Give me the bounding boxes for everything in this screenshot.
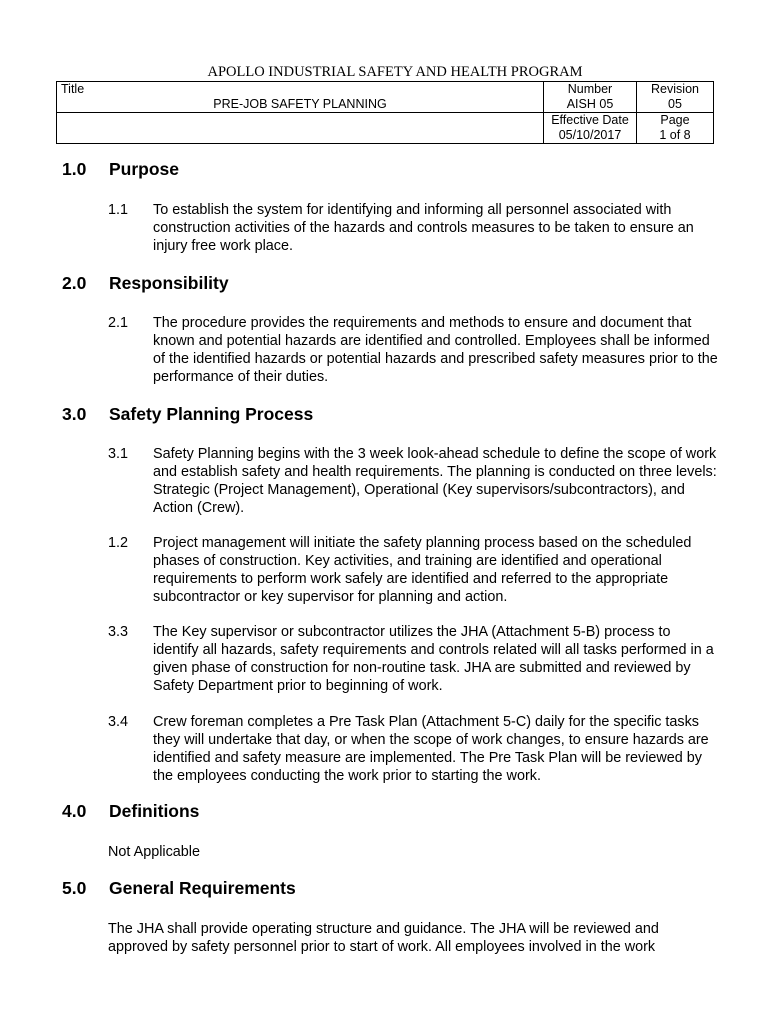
section-heading-purpose	[62, 159, 179, 180]
number-value: AISH 05	[566, 97, 614, 111]
section-number: 3.0	[62, 404, 87, 424]
item-2-1	[108, 314, 718, 386]
item-3-3	[108, 623, 718, 695]
effective-date-cell	[544, 113, 637, 144]
item-number: 3.3	[108, 624, 129, 640]
section-number: 1.0	[62, 159, 87, 179]
item-text: Project management will initiate the safety planning process based on the scheduled phases of construction. Key activities, and training are identified and operational requirements to perform work safely are identified and referred to the appropriate subcontractor or key supervisor for planning and action.	[153, 535, 692, 605]
section-number: 2.0	[62, 273, 87, 293]
section-title: General Requirements	[109, 878, 296, 898]
definitions-text: Not Applicable	[108, 844, 200, 860]
section-heading-safety-planning	[62, 404, 313, 425]
page-value: 1 of 8	[659, 128, 691, 142]
program-title: APOLLO INDUSTRIAL SAFETY AND HEALTH PROGRAM	[207, 64, 583, 80]
section-heading-definitions	[62, 801, 199, 822]
item-number: 1.2	[108, 535, 129, 551]
revision-value: 05	[668, 97, 682, 111]
revision-label: Revision	[651, 82, 699, 96]
item-1-2	[108, 534, 718, 606]
section-number: 5.0	[62, 878, 87, 898]
document-header-table	[56, 81, 714, 144]
item-number: 3.1	[108, 446, 129, 462]
item-3-4	[108, 713, 718, 785]
item-1-1	[108, 201, 718, 255]
item-text: Crew foreman completes a Pre Task Plan (Attachment 5-C) daily for the specific tasks they will undertake that day, or when the scope of work changes, to ensure hazards are identified and safety measure are implemented. The Pre Task Plan will be reviewed by the employees conducting the work prior to starting the work.	[153, 714, 709, 784]
title-label: Title	[61, 82, 85, 96]
title-value: PRE-JOB SAFETY PLANNING	[213, 97, 387, 111]
section-title: Purpose	[109, 159, 180, 179]
item-number: 1.1	[108, 202, 129, 218]
section-heading-general-requirements	[62, 878, 296, 899]
item-text: To establish the system for identifying and informing all personnel associated with construction activities of the hazards and controls measures to be taken to ensure an injury free work place.	[153, 202, 694, 254]
title-cell	[57, 82, 544, 113]
number-cell	[544, 82, 637, 113]
blank-cell	[57, 113, 544, 144]
page-label: Page	[660, 113, 690, 127]
section-title: Responsibility	[109, 273, 229, 293]
item-text: Safety Planning begins with the 3 week look-ahead schedule to define the scope of work and establish safety and health requirements. The planning is conducted on three levels: Strategic (Project Management), Operational (Key supervisors/subcontractors), and Action (Crew).	[153, 446, 717, 516]
section-number: 4.0	[62, 801, 87, 821]
revision-cell	[637, 82, 714, 113]
page-cell	[637, 113, 714, 144]
item-number: 2.1	[108, 315, 129, 331]
effective-date-value: 05/10/2017	[558, 128, 622, 142]
item-3-1	[108, 445, 718, 517]
section-heading-responsibility	[62, 273, 229, 294]
number-label: Number	[567, 82, 613, 96]
section-title: Safety Planning Process	[109, 404, 314, 424]
item-number: 3.4	[108, 714, 129, 730]
item-text: The procedure provides the requirements and methods to ensure and document that known and potential hazards are identified and controlled. Employees shall be informed of the identified hazards or potential hazards and prescribed safety measures prior to the performance of their duties.	[153, 315, 718, 385]
section-title: Definitions	[109, 801, 200, 821]
effective-date-label: Effective Date	[551, 113, 629, 127]
general-requirements-text: The JHA shall provide operating structure and guidance. The JHA will be reviewed and approved by safety personnel prior to start of work. All employees involved in the work	[108, 921, 659, 955]
item-text: The Key supervisor or subcontractor utilizes the JHA (Attachment 5-B) process to identify all hazards, safety requirements and controls related will all tasks performed in a given phase of construction for non-routine task. JHA are submitted and reviewed by Safety Department prior to beginning of work.	[153, 624, 714, 694]
